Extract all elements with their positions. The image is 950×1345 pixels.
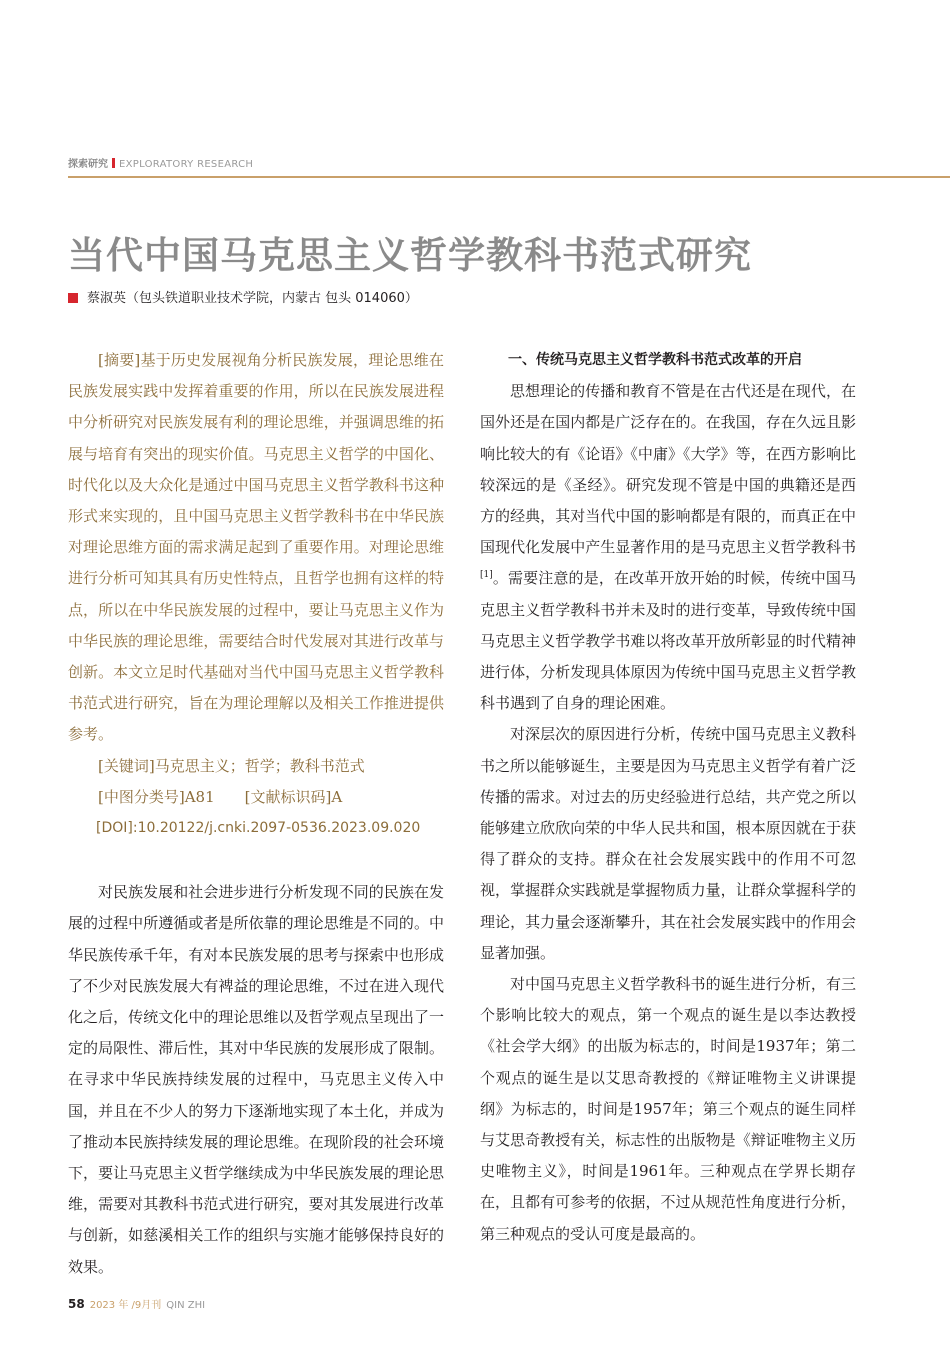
intro-paragraph: 对民族发展和社会进步进行分析发现不同的民族在发展的过程中所遵循或者是所依靠的理论思维是不同的。中华民族传承千年，有对本民族发展的思考与探索中也形成了不少对民族发展大有裨益的理论思维，不过在进入现代化之后，传统文化中的理论思维以及哲学观点呈现出了一定的局限性、滞后性，其对中华民族的发展形成了限制。在寻求中华民族持续发展的过程中，马克思主义传入中国，并且在不少人的努力下逐渐地实现了本土化，并成为了推动本民族持续发展的理论思维。在现阶段的社会环境下，要让马克思主义哲学继续成为中华民族发展的理论思维，需要对其教科书范式进行研究，要对其发展进行改革与创新，如慈溪相关工作的组织与实施才能够保持良好的效果。	[68, 883, 444, 1276]
page-footer	[68, 1296, 205, 1311]
body-paragraph-2: 对深层次的原因进行分析，传统中国马克思主义教科书之所以能够诞生，主要是因为马克思主义哲学有着广泛传播的需求。对过去的历史经验进行总结，共产党之所以能够建立欣欣向荣的中华人民共和国，根本原因就在于获得了群众的支持。群众在社会发展实践中的作用不可忽视，掌握群众实践就是掌握物质力量，让群众掌握科学的理论，其力量会逐渐攀升，其在社会发展实践中的作用会显著加强。	[480, 725, 856, 962]
doi: [DOI]:10.20122/j.cnki.2097-0536.2023.09.020	[96, 820, 421, 837]
keywords: [关键词]马克思主义；哲学；教科书范式	[98, 756, 365, 775]
author-line	[68, 287, 418, 306]
classification-codes: [中图分类号]A81 [文献标识码]A	[98, 787, 343, 806]
section-header	[68, 155, 253, 170]
page-number: 58	[68, 1297, 85, 1311]
section-heading: 一、传统马克思主义哲学教科书范式改革的开启	[508, 352, 802, 368]
section-label-en: EXPLORATORY RESEARCH	[119, 159, 254, 170]
section-label-cn: 探索研究	[68, 159, 108, 170]
author-affiliation: 蔡淑英（包头铁道职业技术学院，内蒙古 包头 014060）	[87, 291, 418, 306]
journal-name: QIN ZHI	[166, 1300, 206, 1311]
header-rule	[68, 176, 950, 178]
abstract-block	[68, 345, 444, 844]
article-title: 当代中国马克思主义哲学教科书范式研究	[68, 234, 752, 277]
section-divider-bar	[112, 158, 115, 168]
right-column	[480, 345, 856, 1250]
spacer	[68, 844, 444, 877]
left-column	[68, 345, 444, 1283]
body-paragraph-1: 思想理论的传播和教育不管是在古代还是在现代，在国外还是在国内都是广泛存在的。在我国，存在久远且影响比较大的有《论语》《中庸》《大学》等，在西方影响比较深远的是《圣经》。研究发现不管是中国的典籍还是西方的经典，其对当代中国的影响都是有限的，而真正在中国现代化发展中产生显著作用的是马克思主义哲学教科书[1]。需要注意的是，在改革开放开始的时候，传统中国马克思主义哲学教科书并未及时的进行变革，导致传统中国马克思主义哲学教学书难以将改革开放所彰显的时代精神进行体，分析发现具体原因为传统中国马克思主义哲学教科书遇到了自身的理论困难。	[480, 382, 856, 713]
abstract-text: [摘要]基于历史发展视角分析民族发展，理论思维在民族发展实践中发挥着重要的作用，所以在民族发展进程中分析研究对民族发展有利的理论思维，并强调思维的拓展与培育有突出的现实价值。马克思主义哲学的中国化、时代化以及大众化是通过中国马克思主义哲学教科书这种形式来实现的，且中国马克思主义哲学教科书在中华民族对理论思维方面的需求满足起到了重要作用。对理论思维进行分析可知其具有历史性特点，且哲学也拥有这样的特点，所以在中华民族发展的过程中，要让马克思主义作为中华民族的理论思维，需要结合时代发展对其进行改革与创新。本文立足时代基础对当代中国马克思主义哲学教科书范式进行研究，旨在为理论理解以及相关工作推进提供参考。	[68, 351, 444, 744]
issue-date: 2023 年 /9月刊	[89, 1300, 162, 1311]
citation-ref[interactable]: [1]	[480, 570, 493, 581]
author-marker-icon	[68, 293, 78, 303]
body-paragraph-3: 对中国马克思主义哲学教科书的诞生进行分析，有三个影响比较大的观点，第一个观点的诞生是以李达教授《社会学大纲》的出版为标志的，时间是1937年；第二个观点的诞生是以艾思奇教授的《辩证唯物主义讲课提纲》为标志的，时间是1957年；第三个观点的诞生同样与艾思奇教授有关，标志性的出版物是《辩证唯物主义历史唯物主义》，时间是1961年。三种观点在学界长期存在，且都有可参考的依据，不过从规范性角度进行分析，第三种观点的受认可度是最高的。	[480, 975, 856, 1243]
